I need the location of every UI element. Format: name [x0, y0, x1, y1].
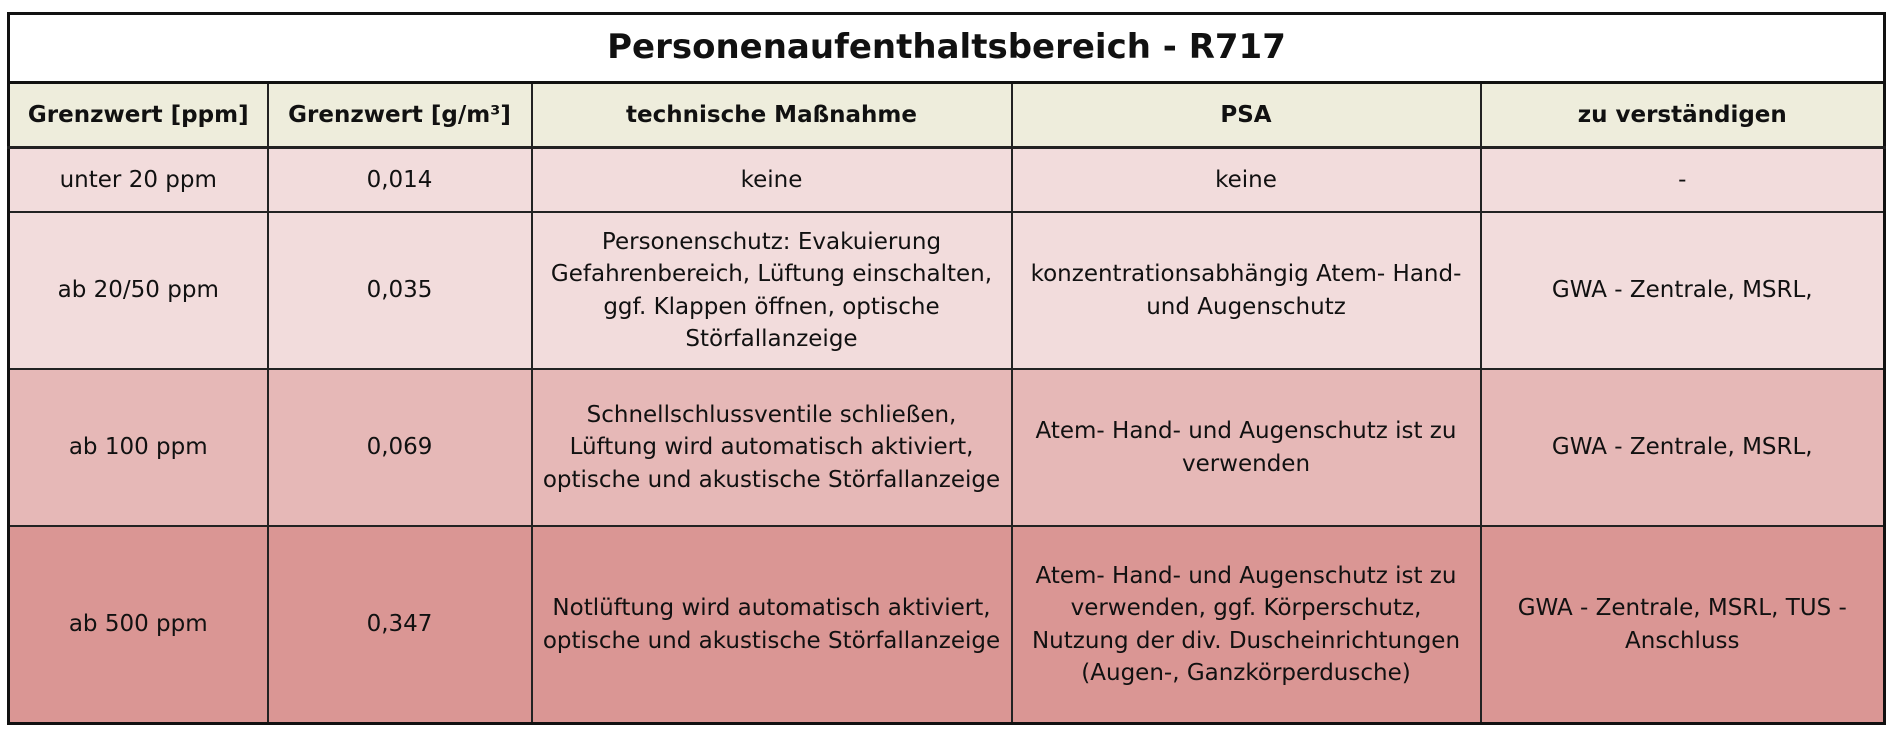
limits-table: [7, 12, 1886, 725]
cell-ppm: ab 500 ppm: [9, 526, 268, 724]
cell-ppm: unter 20 ppm: [9, 148, 268, 213]
cell-psa: konzentrationsabhängig Atem- Hand- und Augenschutz: [1012, 212, 1481, 369]
cell-psa: keine: [1012, 148, 1481, 213]
header-notify: zu verständigen: [1481, 83, 1885, 148]
cell-technical-measure: keine: [532, 148, 1012, 213]
cell-notify: -: [1481, 148, 1885, 213]
limits-table-container: [7, 12, 1883, 720]
table-row: [9, 212, 1885, 369]
cell-technical-measure: Personenschutz: Evakuierung Gefahrenbereich, Lüftung einschalten, ggf. Klappen öffnen, optische Störfallanzeige: [532, 212, 1012, 369]
cell-psa: Atem- Hand- und Augenschutz ist zu verwenden, ggf. Körperschutz, Nutzung der div. Duscheinrichtungen (Augen-, Ganzkörperdusche): [1012, 526, 1481, 724]
cell-gm3: 0,014: [268, 148, 532, 213]
table-row: [9, 148, 1885, 213]
cell-psa: Atem- Hand- und Augenschutz ist zu verwenden: [1012, 369, 1481, 526]
title-row: [9, 14, 1885, 83]
cell-technical-measure: Schnellschlussventile schließen, Lüftung wird automatisch aktiviert, optische und akustische Störfallanzeige: [532, 369, 1012, 526]
header-row: [9, 83, 1885, 148]
header-gm3: Grenzwert [g/m³]: [268, 83, 532, 148]
header-ppm: Grenzwert [ppm]: [9, 83, 268, 148]
table-row: [9, 369, 1885, 526]
table-row: [9, 526, 1885, 724]
cell-notify: GWA - Zentrale, MSRL,: [1481, 369, 1885, 526]
cell-notify: GWA - Zentrale, MSRL,: [1481, 212, 1885, 369]
cell-technical-measure: Notlüftung wird automatisch aktiviert, optische und akustische Störfallanzeige: [532, 526, 1012, 724]
cell-gm3: 0,069: [268, 369, 532, 526]
table-title: Personenaufenthaltsbereich - R717: [9, 14, 1885, 83]
cell-notify: GWA - Zentrale, MSRL, TUS - Anschluss: [1481, 526, 1885, 724]
cell-gm3: 0,347: [268, 526, 532, 724]
header-technical-measure: technische Maßnahme: [532, 83, 1012, 148]
cell-gm3: 0,035: [268, 212, 532, 369]
header-psa: PSA: [1012, 83, 1481, 148]
cell-ppm: ab 20/50 ppm: [9, 212, 268, 369]
cell-ppm: ab 100 ppm: [9, 369, 268, 526]
